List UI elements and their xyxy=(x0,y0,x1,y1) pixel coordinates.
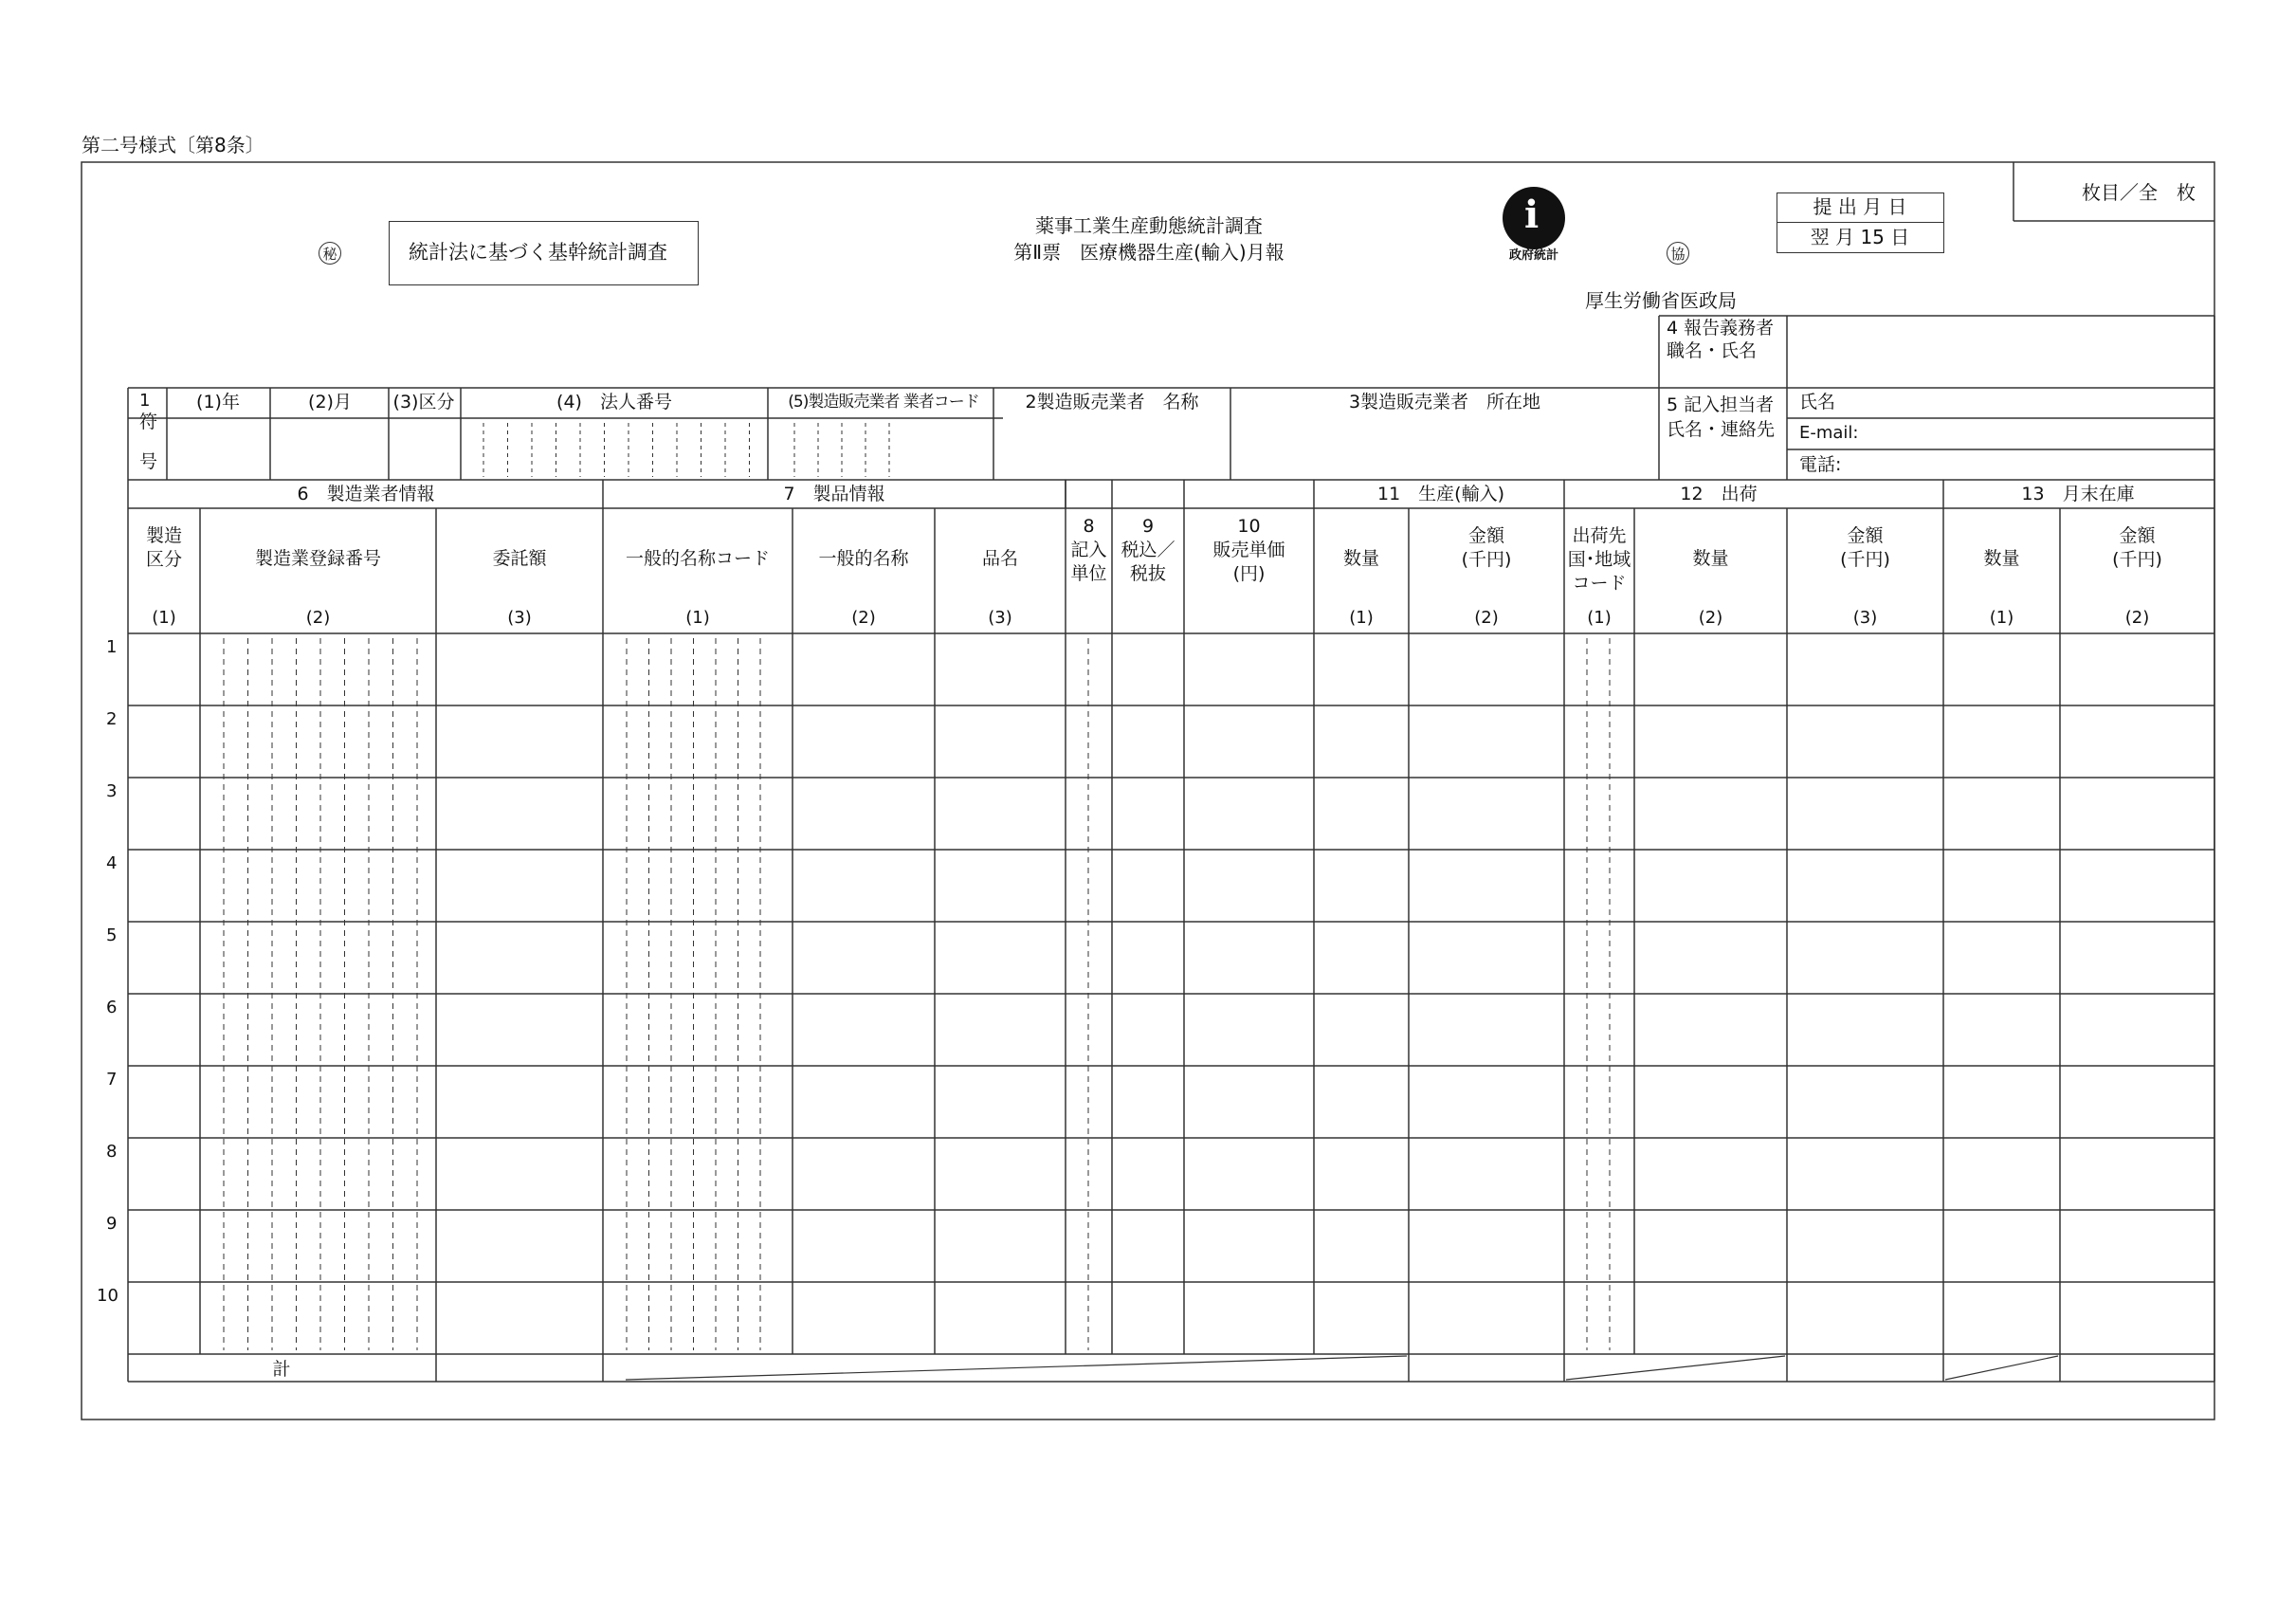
title-line1: 薬事工業生産動態統計調査 xyxy=(1035,214,1263,237)
government-statistics-logo-icon: i xyxy=(1503,187,1565,249)
ministry: 厚生労働省医政局 xyxy=(1585,289,1737,312)
column-header-7: 8 記入 単位 xyxy=(1070,516,1107,584)
coop-mark-icon: 協 xyxy=(1667,242,1689,265)
corp-number-label: (4) 法人番号 xyxy=(556,392,672,412)
column-header-6: 品名 xyxy=(981,548,1019,569)
row-number: 6 xyxy=(106,998,118,1017)
grid-line xyxy=(1945,1356,2058,1380)
contact-name[interactable]: 氏名 xyxy=(1799,392,1836,412)
total-label: 計 xyxy=(272,1359,291,1380)
column-header-5: 一般的名称 xyxy=(818,548,909,569)
contact-email[interactable]: E-mail: xyxy=(1799,423,1859,443)
column-header-16: 金額 (千円) xyxy=(2112,525,2162,570)
column-header-13: 数量 xyxy=(1692,548,1729,569)
column-header-9: 10 販売単価 (円) xyxy=(1212,516,1285,584)
column-header-11: 金額 (千円) xyxy=(1461,525,1512,570)
submit-value[interactable]: 翌 月 15 日 xyxy=(1810,226,1910,248)
group11-label: 11 生産(輸入) xyxy=(1376,484,1505,504)
column-number-5: (2) xyxy=(851,608,876,628)
column-header-2: 製造業登録番号 xyxy=(254,548,382,569)
row-number: 5 xyxy=(106,925,118,945)
column-number-4: (1) xyxy=(685,608,710,628)
column-number-2: (2) xyxy=(305,608,331,628)
row-number: 2 xyxy=(106,709,118,729)
column-header-3: 委託額 xyxy=(492,548,547,569)
form-label: 第二号様式〔第8条〕 xyxy=(82,134,264,156)
column-number-6: (3) xyxy=(988,608,1012,628)
title-line2: 第Ⅱ票 医療機器生産(輸入)月報 xyxy=(1013,241,1285,264)
group12-label: 12 出荷 xyxy=(1680,484,1758,504)
column-header-12: 出荷先 国･地域 コード xyxy=(1567,525,1631,594)
column-header-14: 金額 (千円) xyxy=(1840,525,1890,570)
column-number-10: (1) xyxy=(1349,608,1374,628)
column-number-3: (3) xyxy=(507,608,532,628)
column-number-13: (2) xyxy=(1698,608,1723,628)
field4-label: 4 報告義務者職名・氏名 xyxy=(1667,318,1775,361)
group6-label: 6 製造業者情報 xyxy=(297,484,435,504)
row-number: 1 xyxy=(106,637,118,657)
group7-label: 7 製品情報 xyxy=(783,484,885,504)
contact-phone[interactable]: 電話: xyxy=(1799,454,1842,475)
survey-basis: 統計法に基づく基幹統計調査 xyxy=(409,241,667,264)
column-number-16: (2) xyxy=(2124,608,2150,628)
column-header-8: 9 税込／ 税抜 xyxy=(1121,516,1175,584)
row-number: 8 xyxy=(106,1142,118,1162)
group13-label: 13 月末在庫 xyxy=(2021,484,2135,504)
grid-line xyxy=(1566,1356,1785,1380)
column-number-1: (1) xyxy=(152,608,176,628)
year-label: (1)年 xyxy=(196,392,240,412)
row-number: 10 xyxy=(97,1286,118,1306)
field1-sub1: 符 xyxy=(139,412,158,432)
column-number-11: (2) xyxy=(1474,608,1499,628)
outer-frame xyxy=(82,162,2214,1420)
dealer-name-label: 2製造販売業者 名称 xyxy=(1025,392,1199,412)
secret-mark-icon: 秘 xyxy=(319,242,341,265)
field1-label: 1 xyxy=(139,391,151,411)
row-number: 3 xyxy=(106,781,118,801)
column-header-1: 製造 区分 xyxy=(145,525,183,570)
logo-caption: 政府統計 xyxy=(1508,248,1559,263)
sheet-count[interactable]: 枚目／全 枚 xyxy=(2082,181,2196,204)
column-header-15: 数量 xyxy=(1983,548,2020,569)
column-number-14: (3) xyxy=(1852,608,1878,628)
month-label: (2)月 xyxy=(308,392,352,412)
submit-label: 提 出 月 日 xyxy=(1813,195,1907,218)
kubun-label: (3)区分 xyxy=(392,392,455,412)
column-header-10: 数量 xyxy=(1342,548,1380,569)
grid-line xyxy=(626,1356,1407,1380)
submit-divider xyxy=(1777,222,1944,223)
field1-sub2: 号 xyxy=(139,451,158,472)
dealer-address-label: 3製造販売業者 所在地 xyxy=(1348,392,1541,412)
row-number: 9 xyxy=(106,1214,118,1234)
column-number-12: (1) xyxy=(1587,608,1612,628)
field5-label: 5 記入担当者氏名・連絡先 xyxy=(1667,394,1776,440)
column-number-15: (1) xyxy=(1989,608,2014,628)
dealer-code-label: (5)製造販売業者 業者コード xyxy=(788,393,979,412)
column-header-4: 一般的名称コード xyxy=(625,548,771,569)
row-number: 4 xyxy=(106,853,118,873)
row-number: 7 xyxy=(106,1070,118,1090)
